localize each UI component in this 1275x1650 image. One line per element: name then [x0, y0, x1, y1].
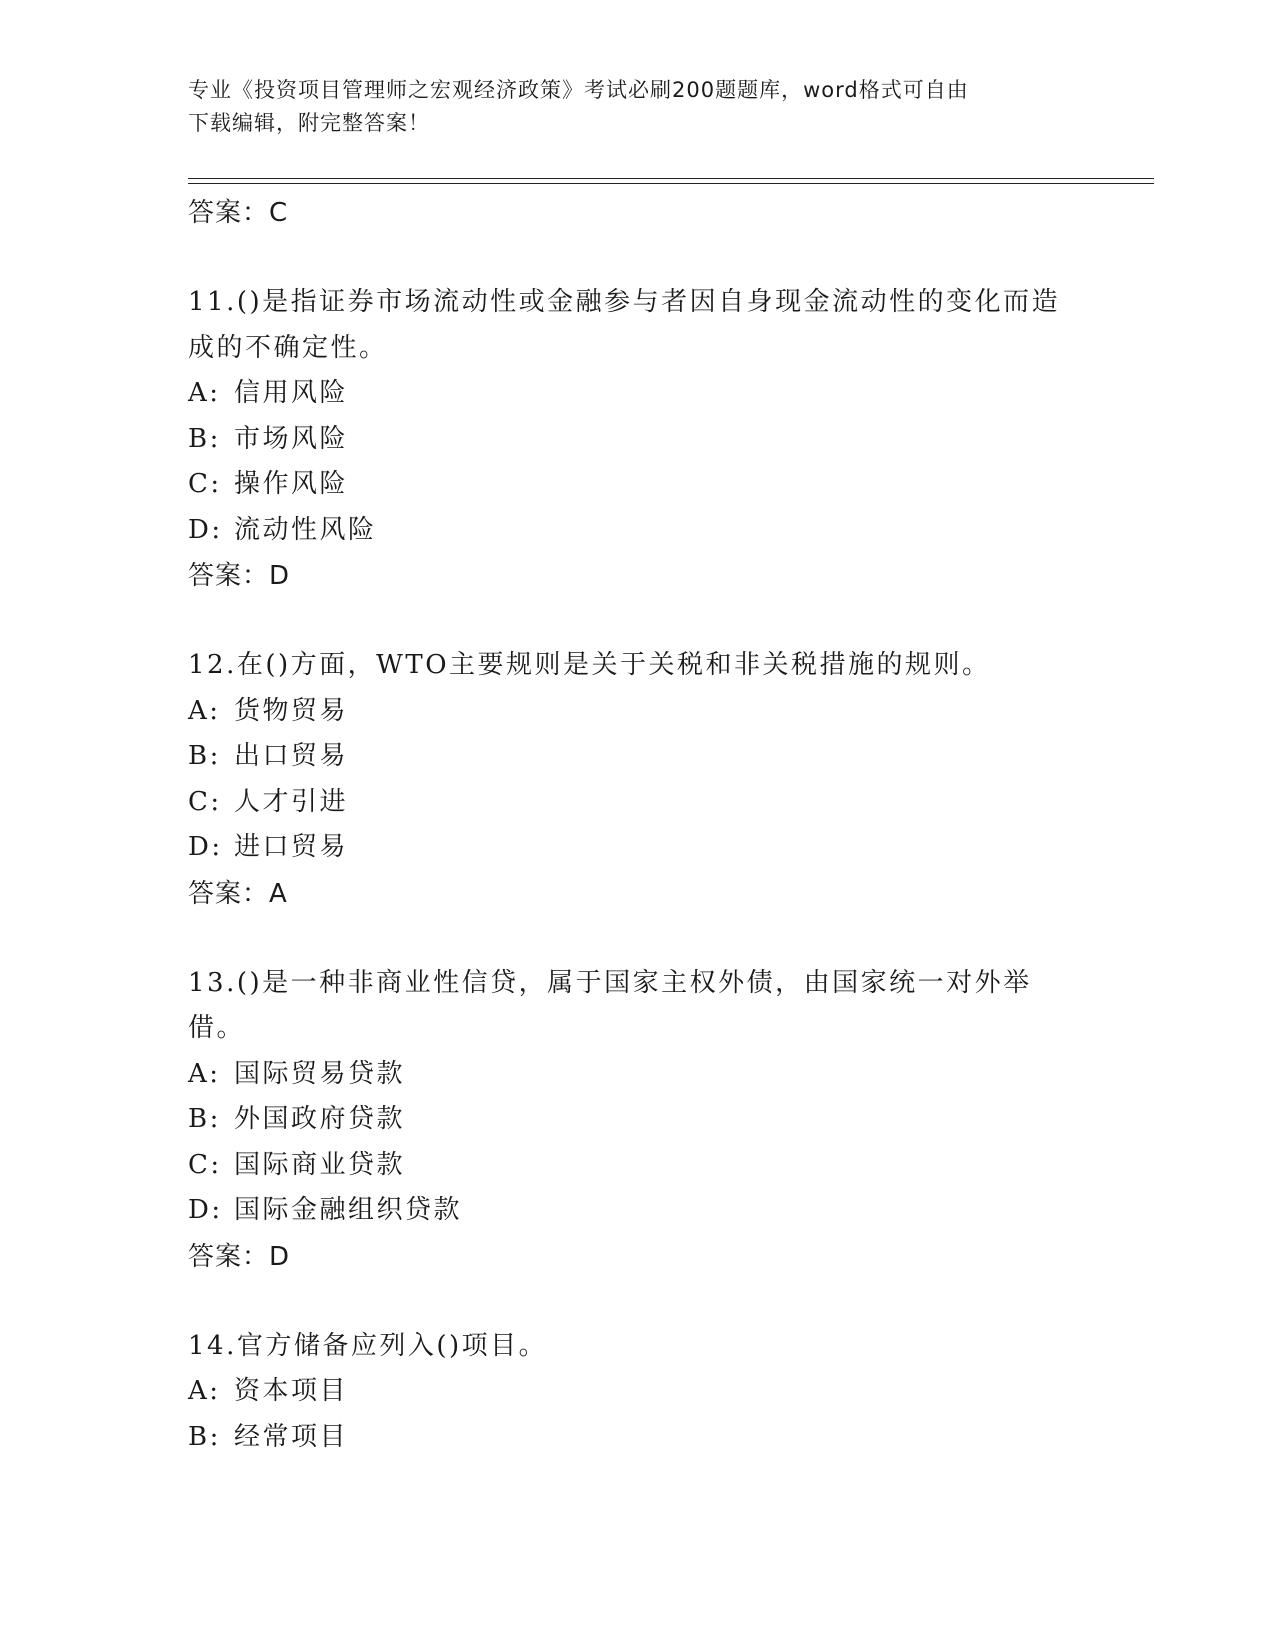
option-text: 国际金融组织贷款	[234, 1195, 463, 1225]
option-text: 国际贸易贷款	[234, 1058, 406, 1089]
option-text: 信用风险	[234, 378, 349, 408]
option-text: 操作风险	[234, 469, 349, 499]
question-answer: 答案：D	[188, 1241, 291, 1272]
option-key: B:	[188, 1421, 221, 1452]
option-b	[188, 734, 1088, 780]
question-12	[188, 643, 1088, 917]
option-text: 进口贸易	[234, 832, 349, 862]
header-divider-bottom	[188, 183, 1154, 184]
option-text: 货物贸易	[234, 695, 349, 726]
option-d	[188, 1188, 1088, 1234]
option-text: 出口贸易	[234, 741, 349, 771]
option-a	[188, 371, 1088, 417]
question-text: 12.在()方面，WTO主要规则是关于关税和非关税措施的规则。	[188, 650, 991, 680]
question-answer: 答案：D	[188, 561, 291, 591]
question-answer: 答案：A	[188, 878, 288, 909]
option-b	[188, 417, 1088, 463]
question-list	[188, 190, 1088, 1460]
option-key: B:	[188, 741, 221, 771]
option-text: 国际商业贷款	[234, 1149, 406, 1180]
option-c	[188, 462, 1088, 508]
option-key: B:	[188, 423, 221, 454]
option-key: A:	[188, 378, 221, 408]
previous-answer: 答案：C	[188, 198, 289, 228]
header-line-2: 下载编辑，附完整答案！	[188, 111, 430, 135]
document-header	[188, 74, 1088, 140]
option-a	[188, 1052, 1088, 1098]
option-key: C:	[188, 469, 222, 499]
question-text: 13.()是一种非商业性信贷，属于国家主权外债，由国家统一对外举借。	[188, 967, 1032, 1043]
option-b	[188, 1415, 1088, 1461]
option-text: 流动性风险	[234, 514, 377, 545]
option-c	[188, 1143, 1088, 1189]
option-key: D:	[188, 514, 223, 545]
option-text: 外国政府贷款	[234, 1104, 406, 1134]
option-c	[188, 780, 1088, 826]
option-b	[188, 1097, 1088, 1143]
option-key: A:	[188, 1376, 221, 1406]
header-line-1: 专业《投资项目管理师之宏观经济政策》考试必刷200题题库，word格式可自由	[188, 78, 969, 102]
option-text: 市场风险	[234, 423, 349, 454]
question-13	[188, 961, 1088, 1280]
option-key: D:	[188, 832, 223, 862]
option-key: C:	[188, 786, 222, 817]
header-divider-top	[188, 178, 1154, 179]
question-text: 14.官方储备应列入()项目。	[188, 1330, 548, 1361]
option-a	[188, 1369, 1088, 1415]
question-11	[188, 280, 1088, 599]
option-key: A:	[188, 1058, 221, 1089]
option-key: D:	[188, 1195, 223, 1225]
option-text: 经常项目	[234, 1421, 349, 1452]
option-key: A:	[188, 695, 221, 726]
option-text: 资本项目	[234, 1376, 349, 1406]
question-text: 11.()是指证券市场流动性或金融参与者因自身现金流动性的变化而造成的不确定性。	[188, 287, 1061, 363]
option-d	[188, 508, 1088, 554]
option-key: B:	[188, 1104, 221, 1134]
question-14	[188, 1324, 1088, 1461]
option-text: 人才引进	[234, 786, 349, 817]
option-d	[188, 825, 1088, 871]
option-a	[188, 689, 1088, 735]
option-key: C:	[188, 1149, 222, 1180]
